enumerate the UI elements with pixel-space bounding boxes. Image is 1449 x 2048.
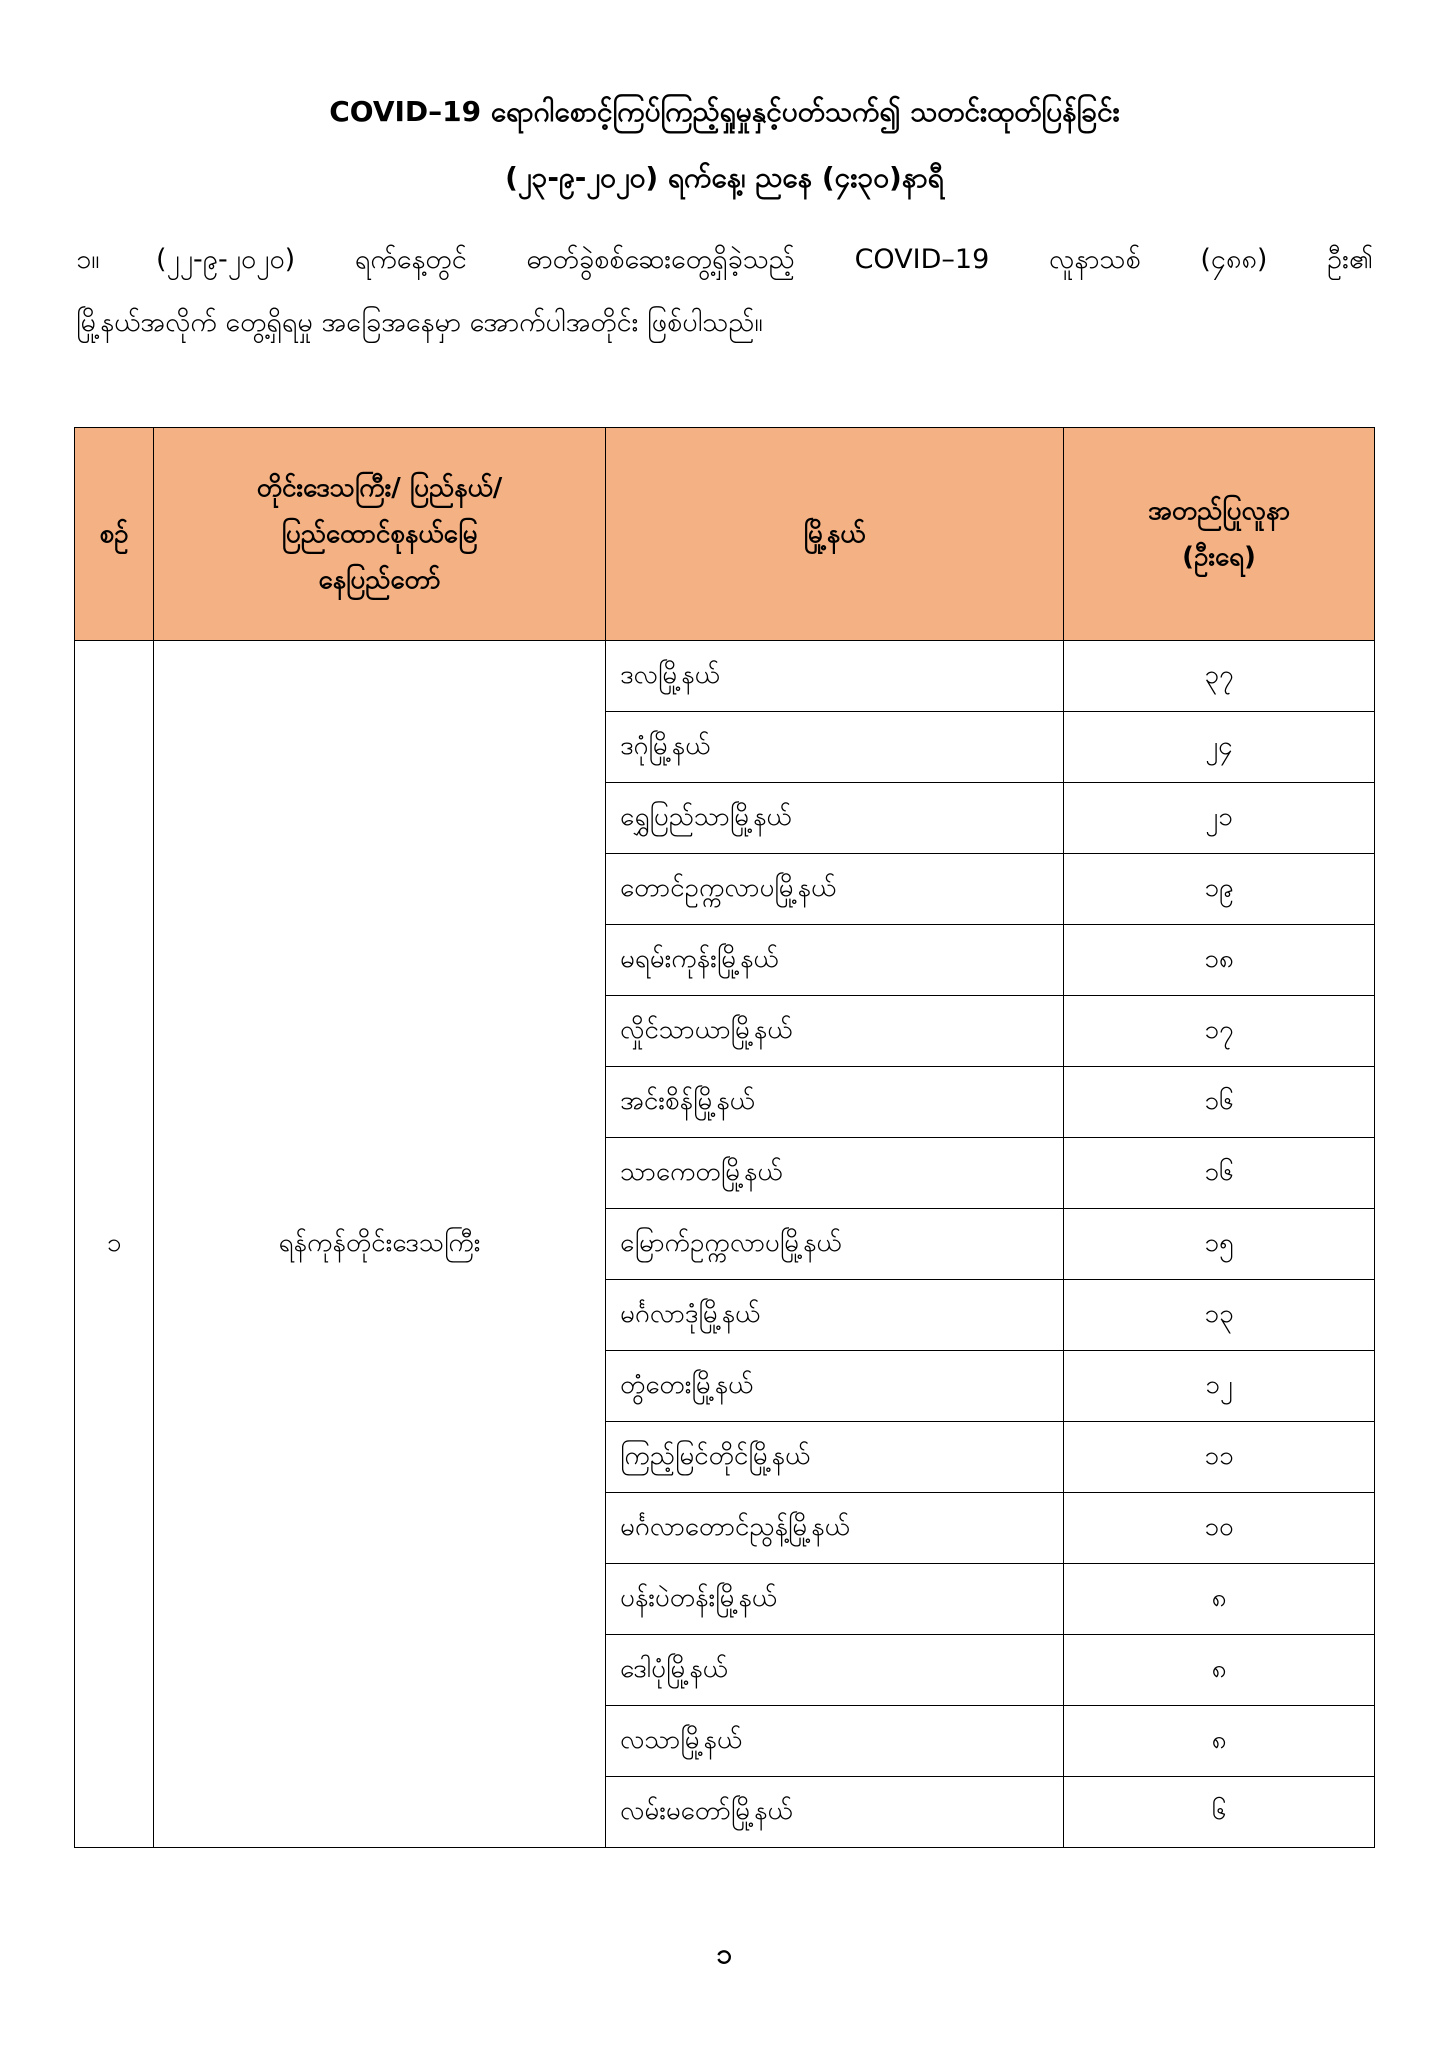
- case-count-cell: ၃၇: [1064, 641, 1375, 712]
- case-count-cell: ၁၁: [1064, 1422, 1375, 1493]
- township-cell: တောင်ဥက္ကလာပမြို့နယ်: [606, 854, 1064, 925]
- township-cell: ပန်းပဲတန်းမြို့နယ်: [606, 1564, 1064, 1635]
- township-cell: ရွှေပြည်သာမြို့နယ်: [606, 783, 1064, 854]
- case-count-cell: ၈: [1064, 1635, 1375, 1706]
- township-cell: လှိုင်သာယာမြို့နယ်: [606, 996, 1064, 1067]
- township-cell: လမ်းမတော်မြို့နယ်: [606, 1777, 1064, 1848]
- header-township: မြို့နယ်: [606, 428, 1064, 641]
- intro-paragraph-line2: မြို့နယ်အလိုက် တွေ့ရှိရမှု အခြေအနေမှာ အောက်ပါအတိုင်း ဖြစ်ပါသည်။: [76, 307, 763, 338]
- header-region-line1: တိုင်းဒေသကြီး/ ပြည်နယ်/: [256, 473, 503, 503]
- intro-paragraph-line1: [76, 240, 1373, 280]
- case-count-cell: ၁၇: [1064, 996, 1375, 1067]
- township-cell: တွံတေးမြို့နယ်: [606, 1351, 1064, 1422]
- table-header-row: [75, 428, 1375, 641]
- header-confirmed-count: [1064, 428, 1375, 641]
- township-cell: အင်းစိန်မြို့နယ်: [606, 1067, 1064, 1138]
- case-count-cell: ၂၄: [1064, 712, 1375, 783]
- header-region-line2: ပြည်ထောင်စုနယ်မြေ: [281, 519, 478, 549]
- township-cell: မရမ်းကုန်းမြို့နယ်: [606, 925, 1064, 996]
- intro-paragraph-text1: (၂၂-၉-၂၀၂၀) ရက်နေ့တွင် ဓာတ်ခွဲစစ်ဆေးတွေ့ရှိခဲ့သည့် COVID–19 လူနာသစ် (၄၈၈) ဦး၏: [156, 244, 1373, 275]
- region-cell: ရန်ကုန်တိုင်းဒေသကြီး: [154, 641, 606, 1848]
- case-count-cell: ၁၂: [1064, 1351, 1375, 1422]
- township-cell: မင်္ဂလာတောင်ညွန့်မြို့နယ်: [606, 1493, 1064, 1564]
- township-cell: ကြည့်မြင်တိုင်မြို့နယ်: [606, 1422, 1064, 1493]
- township-cell: ဒဂုံမြို့နယ်: [606, 712, 1064, 783]
- township-cell: မြောက်ဥက္ကလာပမြို့နယ်: [606, 1209, 1064, 1280]
- document-title: COVID–19 ရောဂါစောင့်ကြပ်ကြည့်ရှုမှုနှင့်ပတ်သက်၍ သတင်းထုတ်ပြန်ခြင်း: [329, 95, 1120, 128]
- township-case-table: [74, 427, 1375, 1848]
- township-cell: မင်္ဂလာဒုံမြို့နယ်: [606, 1280, 1064, 1351]
- table-row: [75, 641, 1375, 712]
- header-serial: စဉ်: [75, 428, 154, 641]
- serial-number-cell: ၁: [75, 641, 154, 1848]
- header-region: [154, 428, 606, 641]
- case-count-cell: ၁၃: [1064, 1280, 1375, 1351]
- header-count-line2: (ဦးရေ): [1182, 542, 1256, 572]
- page-number: ၁: [716, 1937, 733, 1970]
- case-count-cell: ၆: [1064, 1777, 1375, 1848]
- case-count-cell: ၁၀: [1064, 1493, 1375, 1564]
- case-count-cell: ၈: [1064, 1564, 1375, 1635]
- case-count-cell: ၈: [1064, 1706, 1375, 1777]
- case-count-cell: ၁၆: [1064, 1138, 1375, 1209]
- township-cell: ဒလမြို့နယ်: [606, 641, 1064, 712]
- paragraph-number: ၁။: [76, 244, 100, 275]
- header-region-line3: နေပြည်တော်: [318, 565, 441, 595]
- header-count-line1: အတည်ပြုလူနာ: [1147, 496, 1291, 526]
- table-body: [75, 641, 1375, 1848]
- document-date: (၂၃-၉-၂၀၂၀) ရက်နေ့၊ ညနေ (၄း၃၀)နာရီ: [505, 161, 944, 194]
- case-count-cell: ၂၁: [1064, 783, 1375, 854]
- case-count-cell: ၁၉: [1064, 854, 1375, 925]
- township-cell: လသာမြို့နယ်: [606, 1706, 1064, 1777]
- township-cell: သာကေတမြို့နယ်: [606, 1138, 1064, 1209]
- case-count-cell: ၁၈: [1064, 925, 1375, 996]
- case-count-cell: ၁၅: [1064, 1209, 1375, 1280]
- case-count-cell: ၁၆: [1064, 1067, 1375, 1138]
- township-cell: ဒေါပုံမြို့နယ်: [606, 1635, 1064, 1706]
